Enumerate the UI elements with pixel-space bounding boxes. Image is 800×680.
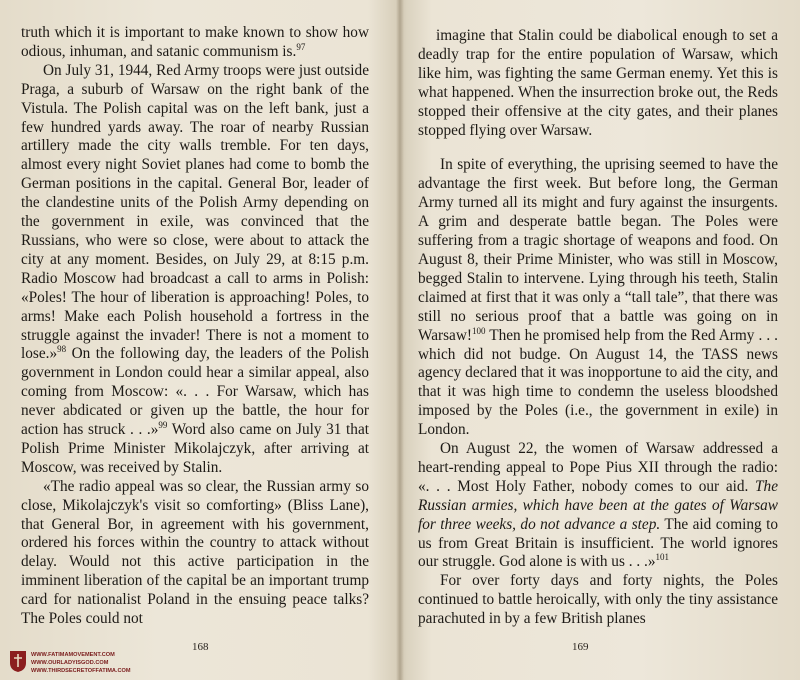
paragraph — [418, 27, 778, 140]
text-run: truth which it is important to make known to show how odious, inhuman, and satanic communism is. — [21, 24, 369, 60]
text-run: «The radio appeal was so clear, the Russian army so close, Mikolajczyk's visit so comforting» (Bliss Lane), that General Bor, in agreement with his government, ordered his forces within the country to attack without delay. Would not this active participation in the imminent liberation of the capital be an important trump card for nationalist Poland in the ensuing peace talks? The Poles could not — [21, 477, 369, 628]
paragraph — [21, 478, 369, 629]
text-run: On August 22, the women of Warsaw addressed a heart-rending appeal to Pope Pius XII through the radio: «. . . Most Holy Father, nobody comes to our aid. — [418, 440, 778, 495]
footnote-ref: 100 — [471, 325, 486, 336]
watermark-url: WWW.FATIMAMOVEMENT.COM — [31, 652, 115, 658]
footnote-ref: 97 — [296, 41, 306, 52]
paragraph — [418, 440, 778, 572]
text-run: Then he promised help from the Red Army . . . which did not budge. On August 14, the TASS news agency declared that it was inopportune to aid the city, and that it was high time to condemn the useless bloodshed imposed by the Poles (i.e., the government in exile) in London. — [418, 326, 778, 439]
text-run: Word also came on July 31 that Polish Prime Minister Mikolajczyk, after arriving at Moscow, was received by Stalin. — [21, 421, 369, 476]
watermark-urls — [31, 651, 131, 675]
italic-text: The Russian armies, which have been at the gates of Warsaw for three weeks, do not advance a step. — [418, 477, 778, 533]
text-run: For over forty days and forty nights, the Poles continued to battle heroically, with only the tiny assistance parachuted in by a few British planes — [418, 572, 778, 628]
fatima-seal-icon — [8, 649, 28, 673]
left-page — [0, 0, 398, 680]
watermark-url: WWW.OURLADYISGOD.COM — [31, 660, 109, 666]
watermark-url: WWW.THIRDSECRETOFFATIMA.COM — [31, 668, 131, 674]
left-page-number: 168 — [192, 641, 209, 653]
footnote-ref: 101 — [655, 552, 670, 563]
text-run: In spite of everything, the uprising seemed to have the advantage the first week. But before long, the German Army turned all its might and fury against the insurgents. A grim and desperate battle began. The Poles were suffering from a tragic shortage of weapons and food. On August 8, their Prime Minister, who was still in Moscow, begged Stalin to intervene. Lying through his teeth, Stalin claimed at first that it was only a “tall tale”, that there was still no serious proof that a battle was going on in Warsaw! — [418, 156, 778, 344]
paragraph — [418, 572, 778, 629]
paragraph — [21, 62, 369, 478]
text-run: The aid coming to us from Great Britain is insufficient. The world ignores our struggle. God alone is with us . . .» — [418, 515, 778, 571]
text-run: On July 31, 1944, Red Army troops were just outside Praga, a suburb of Warsaw on the right bank of the Vistula. The Polish capital was on the left bank, just a few hundred yards away. The roar of nearby Russian artillery made the city walls tremble. For ten days, almost every night Soviet planes had come to bomb the German positions in the capital. General Bor, leader of the clandestine units of the Polish Army depending on the government in exile, was convinced that the Russians, who were so close, were about to attack the city at any moment. Besides, on July 29, at 8:15 p.m. Radio Moscow had broadcast a call to arms in Polish: «Poles! The hour of liberation is approaching! Poles, to arms! Make each Polish household a fortress in the struggle against the invader! There is not a moment to lose.» — [21, 61, 369, 363]
paragraph — [418, 156, 778, 440]
right-page — [402, 0, 800, 680]
right-page-number: 169 — [572, 641, 589, 653]
footnote-ref: 99 — [158, 420, 168, 431]
paragraph — [21, 24, 369, 62]
text-run: imagine that Stalin could be diabolical enough to set a deadly trap for the entire population of Warsaw, which like him, was fighting the same German enemy. Yet this is what happened. When the insurrection broke out, the Reds stopped their offensive at the city gates, and their planes stopped flying over Warsaw. — [418, 27, 778, 139]
footnote-ref: 98 — [57, 344, 67, 355]
right-page-text — [418, 27, 778, 629]
left-page-text — [21, 24, 369, 629]
text-run: On the following day, the leaders of the Polish government in London could hear a similar appeal, also coming from Moscow: «. . . For Warsaw, which has never abdicated or given up the battle, the hour for action has struck . . .» — [21, 345, 369, 439]
